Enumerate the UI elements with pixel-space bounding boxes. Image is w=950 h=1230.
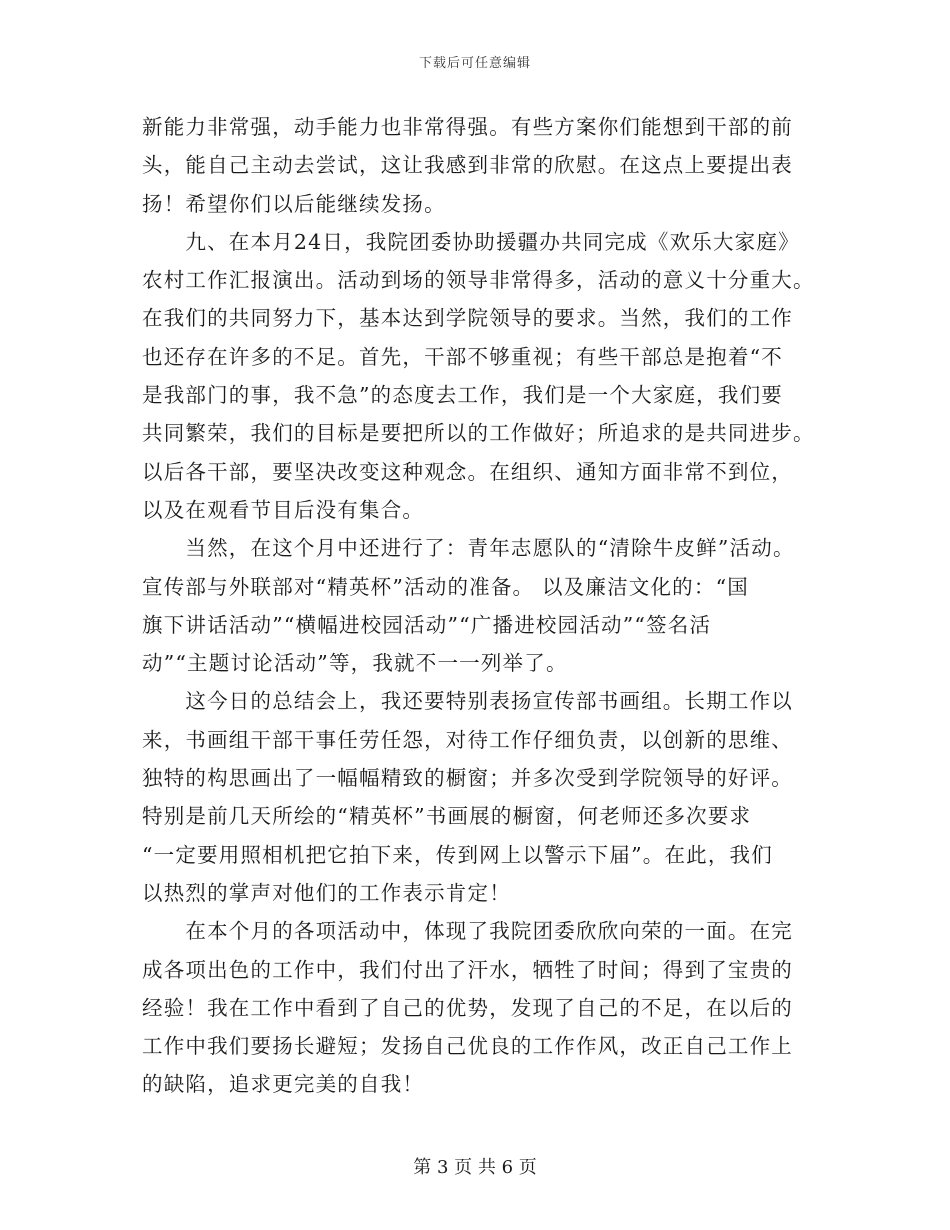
text-line: 宣传部与外联部对“精英杯”活动的准备。 以及廉洁文化的：“国 — [142, 574, 749, 599]
text-line: 在我们的共同努力下，基本达到学院领导的要求。当然，我们的工作 — [142, 306, 793, 331]
text-line: 以后各干部，要坚决改变这种观念。在组织、通知方面非常不到位， — [142, 459, 793, 484]
text-line: 也还存在许多的不足。首先，干部不够重视；有些干部总是抱着“不 — [142, 344, 783, 369]
text-line: 旗下讲话活动”“横幅进校园活动”“广播进校园活动”“签名活 — [142, 612, 712, 637]
text-line: 共同繁荣，我们的目标是要把所以的工作做好；所追求的是共同进步。 — [142, 421, 815, 446]
total-page-count: 6 — [501, 1157, 514, 1178]
page-mid: 页 共 — [454, 1157, 496, 1178]
text-line: 这今日的总结会上，我还要特别表扬宣传部书画组。长期工作以 — [142, 689, 793, 714]
text-line: 九、在本月24日，我院团委协助援疆办共同完成《欢乐大家庭》 — [142, 229, 800, 254]
text-line: 头，能自己主动去尝试，这让我感到非常的欣慰。在这点上要提出表 — [142, 153, 793, 178]
text-line: 扬！希望你们以后能继续发扬。 — [142, 191, 446, 216]
text-line: 农村工作汇报演出。活动到场的领导非常得多，活动的意义十分重大。 — [142, 268, 815, 293]
page-suffix: 页 — [518, 1157, 537, 1178]
text-line: 是我部门的事，我不急”的态度去工作，我们是一个大家庭，我们要 — [142, 383, 783, 408]
document-body — [142, 108, 814, 1104]
text-line: 新能力非常强，动手能力也非常得强。有些方案你们能想到干部的前 — [142, 115, 793, 139]
text-line: 当然，在这个月中还进行了：青年志愿队的“清除牛皮鲜”活动。 — [142, 536, 795, 561]
text-line: 来，书画组干部干事任劳任怨，对待工作仔细负责，以创新的思维、 — [142, 727, 793, 752]
page-number-footer — [0, 1153, 950, 1179]
text-line: 的缺陷，追求更完美的自我！ — [142, 1072, 425, 1097]
text-line: 成各项出色的工作中，我们付出了汗水，牺牲了时间；得到了宝贵的 — [142, 957, 793, 982]
page-header: 下载后可任意编辑 — [418, 56, 531, 71]
text-line: “一定要用照相机把它拍下来，传到网上以警示下届”。在此，我们 — [142, 842, 773, 867]
page-prefix: 第 — [413, 1157, 432, 1178]
text-line: 经验！我在工作中看到了自己的优势，发现了自己的不足，在以后的 — [142, 995, 793, 1020]
text-line: 独特的构思画出了一幅幅精致的橱窗；并多次受到学院领导的好评。 — [142, 766, 793, 791]
current-page-number: 3 — [436, 1157, 449, 1178]
text-line: 在本个月的各项活动中，体现了我院团委欣欣向荣的一面。在完 — [142, 919, 793, 944]
text-line: 以热烈的掌声对他们的工作表示肯定！ — [142, 880, 511, 905]
text-line: 特别是前几天所绘的“精英杯”书画展的橱窗，何老师还多次要求 — [142, 804, 752, 829]
text-line: 以及在观看节目后没有集合。 — [142, 497, 425, 522]
text-line: 动”“主题讨论活动”等，我就不一一列举了。 — [142, 651, 568, 676]
text-line: 工作中我们要扬长避短；发扬自己优良的工作作风，改正自己工作上 — [142, 1034, 793, 1059]
